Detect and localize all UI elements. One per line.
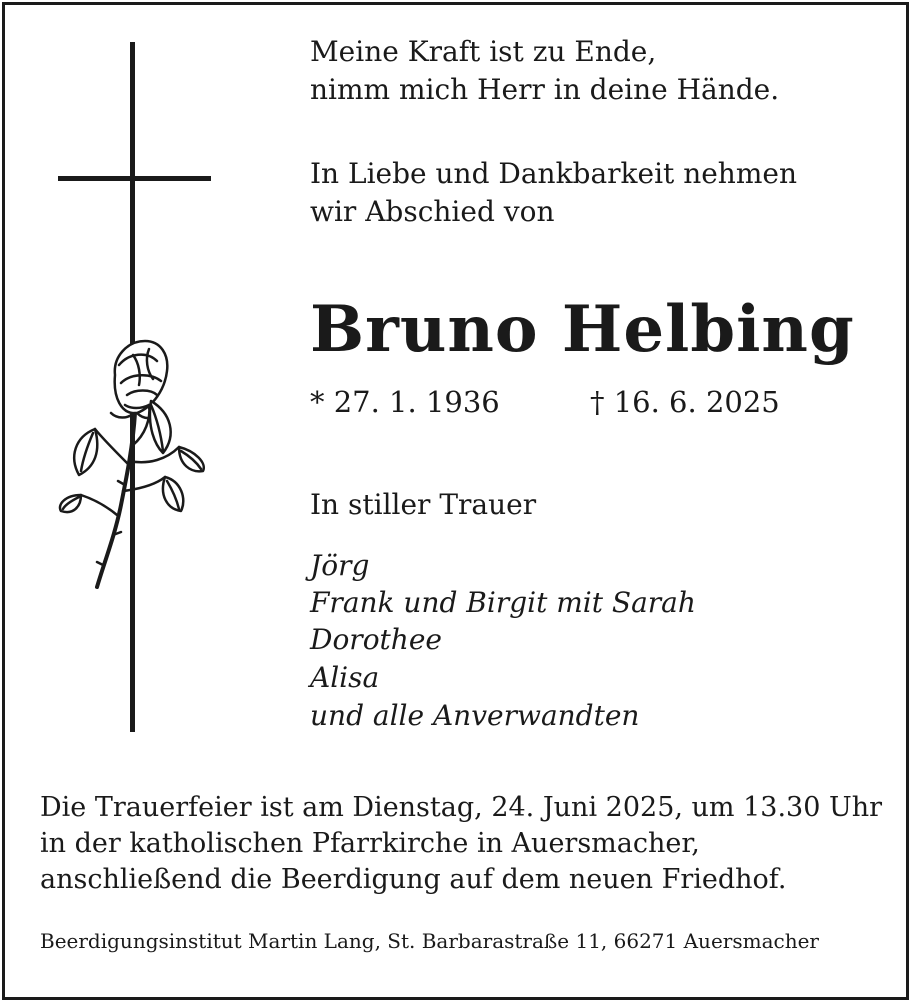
intro-line-1: In Liebe und Dankbarkeit nehmen — [310, 157, 797, 190]
mourner-name: Frank und Birgit mit Sarah — [310, 586, 696, 619]
cross-bar — [58, 176, 211, 181]
mourner-name: und alle Anverwandten — [310, 699, 640, 732]
ceremony-line-3: anschließend die Beerdigung auf dem neuen Friedhof. — [40, 864, 787, 895]
verse-line-2: nimm mich Herr in deine Hände. — [310, 73, 780, 106]
mourners-heading: In stiller Trauer — [310, 488, 537, 521]
death-date: † 16. 6. 2025 — [590, 385, 780, 419]
birth-date: * 27. 1. 1936 — [310, 385, 500, 419]
mourner-name: Alisa — [310, 661, 380, 694]
deceased-name: Bruno Helbing — [310, 292, 855, 367]
mourner-name: Dorothee — [310, 623, 442, 656]
intro-line-2: wir Abschied von — [310, 195, 555, 228]
mourner-name: Jörg — [310, 549, 370, 582]
funeral-home: Beerdigungsinstitut Martin Lang, St. Barbarastraße 11, 66271 Auersmacher — [40, 929, 819, 953]
rose-icon — [55, 335, 215, 595]
ceremony-line-1: Die Trauerfeier ist am Dienstag, 24. Juni 2025, um 13.30 Uhr — [40, 792, 883, 823]
verse-line-1: Meine Kraft ist zu Ende, — [310, 35, 657, 68]
ceremony-line-2: in der katholischen Pfarrkirche in Auersmacher, — [40, 828, 700, 859]
